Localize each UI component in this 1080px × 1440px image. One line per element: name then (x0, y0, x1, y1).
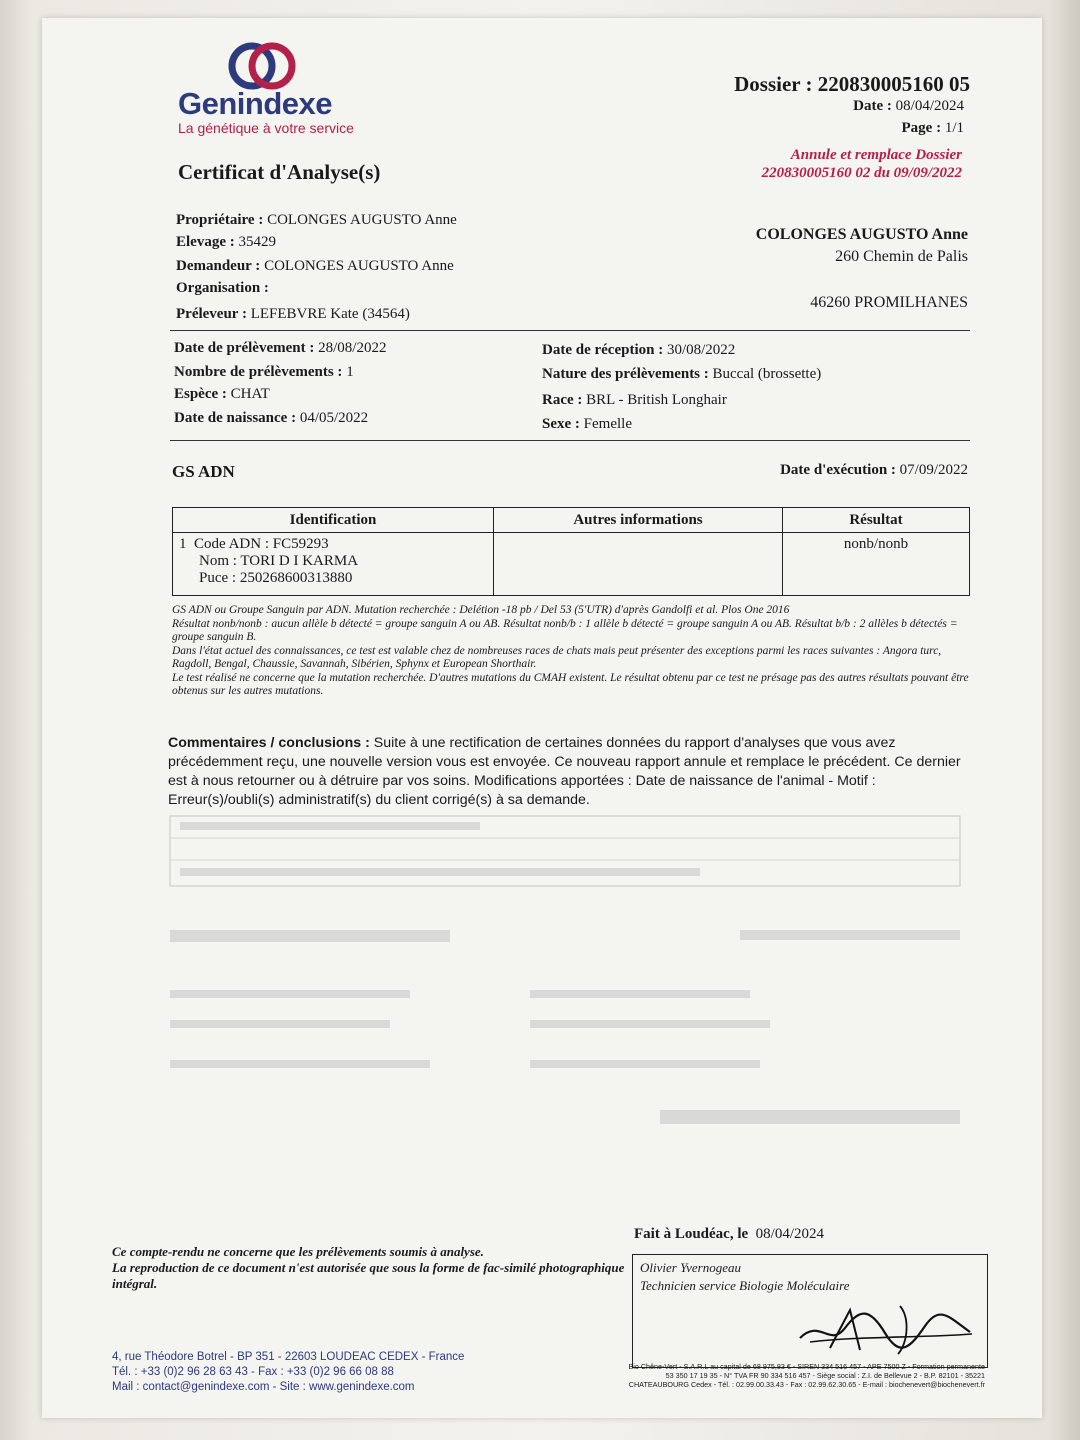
footer-disclaimer (112, 1244, 632, 1292)
breed-value: BRL - British Longhair (586, 392, 727, 408)
execution-date (780, 462, 968, 479)
note-line: Le test réalisé ne concerne que la mutation recherchée. D'autres mutations du CMAH existent. Le résultat obtenu par ce test ne présage pas des autres résultats pouvant être obtenus sur les autres mutations. (172, 671, 969, 697)
table-header-row (173, 508, 970, 533)
owner-value: COLONGES AUGUSTO Anne (267, 212, 457, 228)
identification-cell (173, 533, 494, 596)
sampler-label: Préleveur : (176, 306, 247, 322)
table-row (173, 533, 970, 596)
reception-row (542, 342, 735, 359)
sample-date-row (174, 340, 386, 357)
replacement-line-2: 220830005160 02 du 09/09/2022 (761, 165, 962, 181)
comments-label: Commentaires / conclusions : (168, 735, 370, 751)
column-header-identification: Identification (173, 508, 494, 533)
page-number (902, 120, 965, 137)
note-line: Dans l'état actuel des connaissances, ce test est valable chez de nombreuses races de chats mais peut présenter des exceptions parmi les races suivantes : Angora turc, Ragdoll, Bengal, Chaussie, Savannah, Sibérien, Sphynx et European Shorthair. (172, 644, 942, 670)
identification-line-code (179, 536, 487, 553)
legal-line-3: CHATEAUBOURG Cedex - Tél. : 02.99.00.33.43 - Fax : 02.99.62.30.65 - E-mail : biochenevert@biochenevert.fr (628, 1380, 985, 1389)
sampler-value: LEFEBVRE Kate (34564) (250, 306, 410, 322)
sampler-row (176, 306, 410, 323)
signatory-name: Olivier Yvernogeau (640, 1260, 741, 1275)
disclaimer-line-2: La reproduction de ce document n'est autorisée que sous la forme de fac-similé photographique intégral. (112, 1260, 625, 1291)
signed-place-date (634, 1226, 824, 1243)
dossier-label: Dossier : (734, 72, 813, 96)
logo-name: Genindexe (178, 86, 332, 121)
legal-mentions (540, 1362, 985, 1389)
execution-label: Date d'exécution : (780, 462, 896, 478)
organisation-label: Organisation : (176, 280, 269, 296)
breed-label: Race : (542, 392, 583, 408)
reception-value: 30/08/2022 (666, 342, 736, 358)
sample-count-row (174, 364, 354, 381)
note-line: Résultat nonb/nonb : aucun allèle b détecté = groupe sanguin A ou AB. Résultat nonb/b : 1 allèle b détecté = groupe sanguin A ou AB. Résultat b/b : 2 allèles b détectés = groupe sanguin B. (172, 617, 958, 643)
address-street: 260 Chemin de Palis (835, 248, 968, 265)
owner-row (176, 212, 457, 229)
column-header-result: Résultat (783, 508, 970, 533)
results-table (172, 507, 970, 596)
address-city: 46260 PROMILHANES (810, 294, 968, 311)
organisation-row (176, 280, 269, 297)
disclaimer-line-1: Ce compte-rendu ne concerne que les prélèvements soumis à analyse. (112, 1244, 484, 1259)
show-through-texture (160, 810, 970, 1150)
replacement-notice (762, 146, 962, 182)
chip-value: 250268600313880 (239, 570, 353, 586)
report-date (853, 98, 964, 115)
code-label: Code ADN : (194, 536, 269, 552)
signed-date-value: 08/04/2024 (755, 1226, 824, 1242)
birthdate-label: Date de naissance : (174, 410, 297, 426)
divider (170, 330, 970, 331)
species-label: Espèce : (174, 386, 227, 402)
handwritten-signature-icon (790, 1298, 980, 1358)
nature-row (542, 366, 821, 383)
elevage-value: 35429 (238, 234, 276, 250)
requester-value: COLONGES AUGUSTO Anne (264, 258, 454, 274)
sample-count-label: Nombre de prélèvements : (174, 364, 343, 380)
signed-place-label: Fait à Loudéac, le (634, 1226, 749, 1242)
code-value: FC59293 (272, 536, 329, 552)
sample-date-label: Date de prélèvement : (174, 340, 315, 356)
company-address: 4, rue Théodore Botrel - BP 351 - 22603 LOUDEAC CEDEX - France (112, 1351, 465, 1363)
column-header-other-info: Autres informations (494, 508, 783, 533)
name-value: TORI D I KARMA (240, 553, 359, 569)
birthdate-value: 04/05/2022 (299, 410, 369, 426)
page-label: Page : (901, 120, 942, 136)
owner-label: Propriétaire : (176, 212, 264, 228)
elevage-label: Elevage : (176, 234, 235, 250)
analysis-title: GS ADN (172, 462, 235, 481)
other-info-cell (494, 533, 783, 596)
company-mail: Mail : contact@genindexe.com - Site : www.genindexe.com (112, 1381, 415, 1393)
comments-block (168, 734, 968, 810)
legal-line-1: Bio Chêne-Vert - S.A.R.L au capital de 68 975,83 € - SIREN 334 516 457 - APE 7500 Z - Formation permanente (628, 1362, 985, 1371)
name-label: Nom : (199, 553, 237, 569)
requester-label: Demandeur : (176, 258, 261, 274)
requester-row (176, 258, 454, 275)
divider (170, 440, 970, 441)
date-value: 08/04/2024 (895, 98, 964, 114)
date-label: Date : (853, 98, 892, 114)
chip-label: Puce : (199, 570, 237, 586)
reception-label: Date de réception : (542, 342, 664, 358)
species-row (174, 386, 270, 403)
row-index: 1 (179, 536, 187, 552)
genindexe-logo-icon (222, 40, 302, 92)
identification-line-chip (179, 570, 487, 587)
dossier-value: 220830005160 05 (817, 72, 970, 96)
elevage-row (176, 234, 276, 251)
page-value: 1/1 (944, 120, 964, 136)
execution-value: 07/09/2022 (899, 462, 968, 478)
species-value: CHAT (230, 386, 270, 402)
sex-row (542, 416, 632, 433)
company-phone: Tél. : +33 (0)2 96 28 63 43 - Fax : +33 (0)2 96 66 08 88 (112, 1366, 394, 1378)
sex-value: Femelle (583, 416, 632, 432)
sample-count-value: 1 (346, 364, 354, 380)
breed-row (542, 392, 727, 409)
replacement-line-1: Annule et remplace Dossier (790, 147, 962, 163)
note-line: GS ADN ou Groupe Sanguin par ADN. Mutation recherchée : Delétion -18 pb / Del 53 (5'UTR) d'après Gandolfi et al. Plos One 2016 (172, 604, 790, 616)
certificate-title: Certificat d'Analyse(s) (178, 160, 381, 184)
signatory-role: Technicien service Biologie Moléculaire (640, 1278, 850, 1293)
nature-label: Nature des prélèvements : (542, 366, 709, 382)
sample-date-value: 28/08/2022 (318, 340, 387, 356)
identification-line-name (179, 553, 487, 570)
sex-label: Sexe : (542, 416, 580, 432)
address-name: COLONGES AUGUSTO Anne (755, 226, 968, 243)
result-cell: nonb/nonb (783, 533, 970, 596)
nature-value: Buccal (brossette) (712, 366, 822, 382)
dossier-number (734, 72, 970, 97)
legal-line-2: 53 350 17 19 35 - N° TVA FR 90 334 516 457 - Siège social : Z.I. de Bellevue 2 - B.P. 82101 - 35221 (665, 1371, 985, 1380)
birthdate-row (174, 410, 368, 427)
comments-text: Suite à une rectification de certaines données du rapport d'analyses que vous avez précédemment reçu, une nouvelle version vous est envoyée. Ce nouveau rapport annule et remplace le précédent. Ce dernier est à nous retourner ou à détruire par vos soins. Modifications apportées : Date de naissance de l'animal - Motif : Erreur(s)/oubli(s) administratif(s) du client corrigé(s) à sa demande. (168, 735, 961, 808)
logo-tagline: La génétique à votre service (178, 120, 354, 136)
method-notes (172, 604, 972, 699)
company-contact (112, 1350, 464, 1395)
